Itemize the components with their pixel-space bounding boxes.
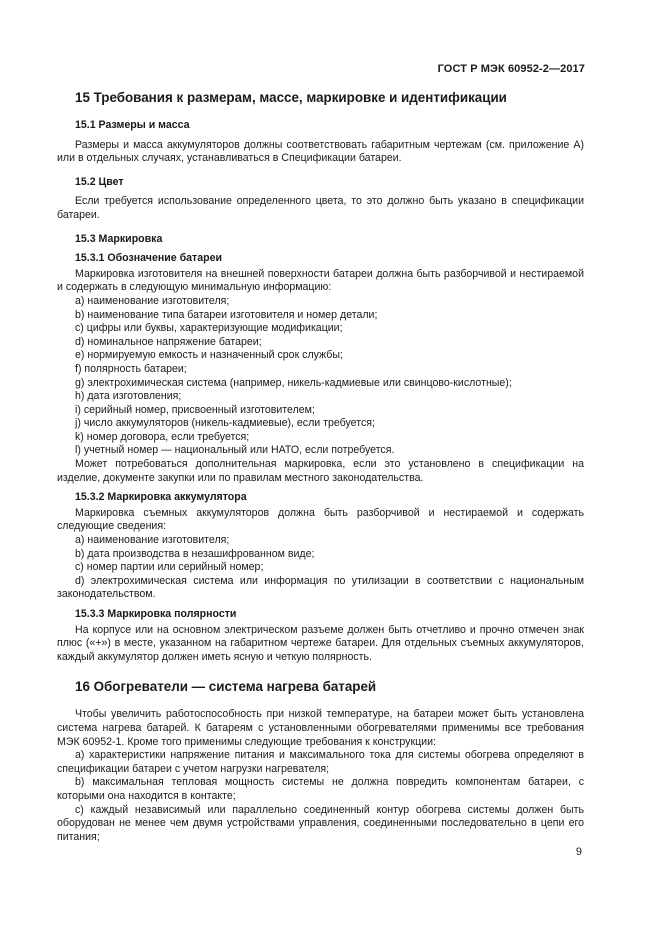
- section-15-3-3-heading: 15.3.3 Маркировка полярности: [75, 608, 237, 620]
- list-item: c) номер партии или серийный номер;: [75, 561, 264, 574]
- document-header: ГОСТ Р МЭК 60952-2—2017: [437, 63, 585, 75]
- list-item: l) учетный номер — национальный или НАТО, если потребуется.: [75, 444, 395, 457]
- list-item: g) электрохимическая система (например, никель-кадмиевые или свинцово-кислотные);: [75, 376, 512, 389]
- section-15-3-2-heading: 15.3.2 Маркировка аккумулятора: [75, 491, 247, 504]
- section-15-3-3-body: [57, 624, 584, 665]
- paragraph: На корпусе или на основном электрическом разъеме должен быть отчетливо и прочно отмечен знак плюс («+») в месте, указанном на габаритном чертеже батареи. Для отдельных съемных аккумуляторов, каждый аккумулятор должен иметь ясную и четкую полярность.: [57, 623, 584, 663]
- paragraph: Если требуется использование определенного цвета, то это должно быть указано в спецификации батареи.: [57, 195, 584, 221]
- paragraph: Чтобы увеличить работоспособность при низкой температуре, на батареи может быть установлена система нагрева батарей. К батареям с установленными обогревателями применимы все требования МЭК 60952-1. Кроме того применимы следующие требования к конструкции:: [57, 708, 584, 748]
- section-15-3-1-body: [57, 268, 584, 486]
- section-15-heading: 15 Требования к размерам, массе, маркировке и идентификации: [75, 90, 507, 105]
- section-15-3-1-heading: 15.3.1 Обозначение батареи: [75, 252, 222, 265]
- section-15-2-body: [57, 195, 584, 222]
- list-item: b) наименование типа батареи изготовителя и номер детали;: [75, 308, 378, 321]
- paragraph: Размеры и масса аккумуляторов должны соответствовать габаритным чертежам (см. приложение А) или в отдельных случаях, устанавливаться в Спецификации батареи.: [57, 138, 584, 165]
- list-item: d) номинальное напряжение батареи;: [75, 335, 262, 348]
- document-body: [57, 89, 584, 844]
- page-number: 9: [575, 846, 582, 858]
- list-item: d) электрохимическая система или информация по утилизации в соответствии с национальным законодательством.: [57, 574, 584, 601]
- list-item: f) полярность батареи;: [75, 362, 187, 375]
- list-item: i) серийный номер, присвоенный изготовителем;: [75, 403, 315, 416]
- list-item: b) дата производства в незашифрованном виде;: [75, 547, 315, 560]
- section-16-body: [57, 708, 584, 844]
- list-item: a) наименование изготовителя;: [75, 294, 230, 307]
- list-item: b) максимальная тепловая мощность системы не должна повредить компонентам батареи, с которыми она находится в контакте;: [57, 776, 584, 802]
- list-item: a) наименование изготовителя;: [75, 534, 230, 547]
- section-15-1-body: [57, 139, 584, 166]
- paragraph: Может потребоваться дополнительная маркировка, если это установлено в спецификации на изделие, документе закупки или по правилам местного законодательства.: [57, 458, 584, 484]
- list-item: h) дата изготовления;: [75, 390, 182, 403]
- list-item: a) характеристики напряжение питания и максимального тока для системы обогрева определяют в спецификации батареи с учетом нагрузки нагревателя;: [57, 749, 584, 775]
- paragraph: Маркировка изготовителя на внешней поверхности батареи должна быть разборчивой и нестираемой и содержать в следующую минимальную информацию:: [57, 267, 584, 294]
- list-item: j) число аккумуляторов (никель-кадмиевые), если требуется;: [75, 417, 375, 430]
- list-item: c) каждый независимый или параллельно соединенный контур обогрева системы должен быть оборудован не менее чем двумя устройствами управления, соединенными последовательно в цепи его питания;: [57, 803, 584, 843]
- list-item: e) нормируемую емкость и назначенный срок службы;: [75, 349, 343, 362]
- section-15-3-heading: 15.3 Маркировка: [75, 232, 163, 245]
- section-15-3-2-body: [57, 507, 584, 602]
- list-item: c) цифры или буквы, характеризующие модификации;: [75, 322, 343, 335]
- section-15-1-heading: 15.1 Размеры и масса: [75, 119, 190, 131]
- section-15-2-heading: 15.2 Цвет: [75, 175, 124, 188]
- list-item: k) номер договора, если требуется;: [75, 430, 250, 443]
- section-16-heading: 16 Обогреватели — система нагрева батарей: [75, 679, 377, 695]
- paragraph: Маркировка съемных аккумуляторов должна быть разборчивой и нестираемой и содержать следующие сведения:: [57, 506, 584, 533]
